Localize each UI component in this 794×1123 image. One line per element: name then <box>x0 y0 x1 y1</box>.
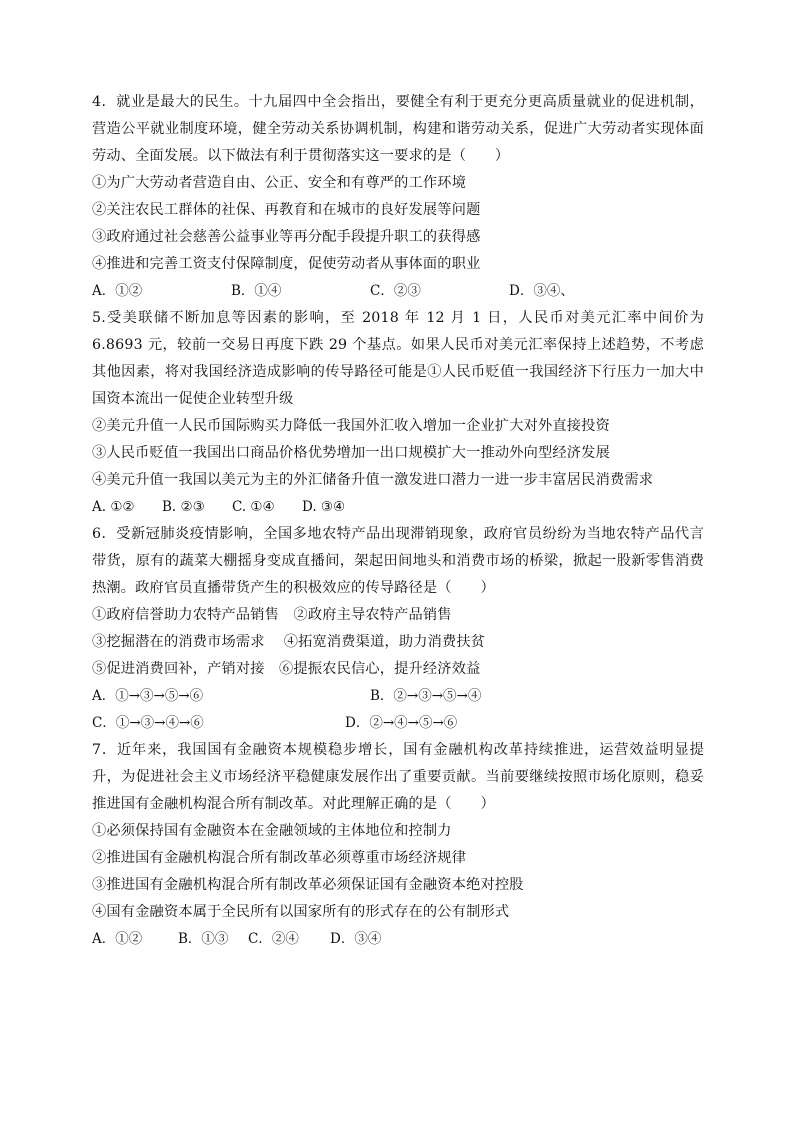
answer-choice-b: B．①④ <box>231 283 282 299</box>
option-statement: ④推进和完善工资支付保障制度，促使劳动者从事体面的职业 <box>92 256 481 272</box>
option-statement: ②关注农民工群体的社保、再教育和在城市的良好发展等问题 <box>92 202 481 218</box>
option-statement: ③人民币贬值一我国出口商品价格优势增加一出口规模扩大一推动外向型经济发展 <box>92 445 610 461</box>
answer-choice-b: B．②→③→⑤→④ <box>370 688 482 704</box>
option-statement: ①为广大劳动者营造自由、公正、安全和有尊严的工作环境 <box>92 175 467 191</box>
answer-choices <box>92 494 704 521</box>
option-statement: ②推进国有金融机构混合所有制改革必须尊重市场经济规律 <box>92 850 467 866</box>
option-statement: ⑤促进消费回补，产销对接 ⑥提振农民信心，提升经济效益 <box>92 661 481 677</box>
answer-choice-b: B. ②③ <box>162 499 205 515</box>
answer-choice-d: D．③④ <box>330 931 382 947</box>
answer-choice-a: A. ①② <box>92 499 135 515</box>
answer-choices <box>92 278 704 305</box>
question-7 <box>92 737 704 953</box>
question-stem: 7．近年来，我国国有金融资本规模稳步增长，国有金融机构改革持续推进，运营效益明显提升，为促进社会主义市场经济平稳健康发展作出了重要贡献。当前要继续按照市场化原则，稳妥推进国有金融机构混合所有制改革。对此理解正确的是（ ） <box>92 742 704 812</box>
option-statement: ③挖掘潜在的消费市场需求 ④拓宽消费渠道，助力消费扶贫 <box>92 634 486 650</box>
answer-choice-b: B．①③ <box>178 931 229 947</box>
option-statement: ④国有金融资本属于全民所有以国家所有的形式存在的公有制形式 <box>92 904 510 920</box>
answer-choices <box>92 926 704 953</box>
answer-choice-d: D. ③④ <box>302 499 346 515</box>
answer-choice-c: C．②③ <box>370 283 421 299</box>
question-stem: 5.受美联储不断加息等因素的影响，至 2018 年 12 月 1 日，人民币对美元汇率中间价为 6.8693 元，较前一交易日再度下跌 29 个基点。如果人民币对美元汇率保持上述趋势，不考虑其他因素，将对我国经济造成影响的传导路径可能是①人民币贬值一我国经济下行压力一加大中国资本流出一促使企业转型升级 <box>92 310 704 407</box>
option-statement: ④美元升值一我国以美元为主的外汇储备升值一激发进口潜力一进一步丰富居民消费需求 <box>92 472 654 488</box>
question-stem: 4．就业是最大的民生。十九届四中全会指出，要健全有利于更充分更高质量就业的促进机制，营造公平就业制度环境，健全劳动关系协调机制，构建和谐劳动关系，促进广大劳动者实现体面劳动、全面发展。以下做法有利于贯彻落实这一要求的是（ ） <box>92 94 704 164</box>
option-statement: ③政府通过社会慈善公益事业等再分配手段提升职工的获得感 <box>92 229 481 245</box>
answer-choice-a: A．①→③→⑤→⑥ <box>92 688 204 704</box>
answer-choice-d: D．②→④→⑤→⑥ <box>345 715 458 731</box>
option-statement: ①必须保持国有金融资本在金融领域的主体地位和控制力 <box>92 823 452 839</box>
answer-choice-d: D．③④、 <box>509 283 574 299</box>
answer-choice-c: C．①→③→④→⑥ <box>92 715 204 731</box>
answer-choice-a: A．①② <box>92 931 143 947</box>
question-4 <box>92 89 704 305</box>
exam-page <box>92 89 704 953</box>
option-statement: ③推进国有金融机构混合所有制改革必须保证国有金融资本绝对控股 <box>92 877 524 893</box>
answer-choice-a: A．①② <box>92 283 143 299</box>
question-stem: 6．受新冠肺炎疫情影响，全国多地农特产品出现滞销现象，政府官员纷纷为当地农特产品代言带货，原有的蔬菜大棚摇身变成直播间，架起田间地头和消费市场的桥梁，掀起一股新零售消费热潮。政府官员直播带货产生的积极效应的传导路径是（ ） <box>92 526 704 596</box>
answer-choice-c: C．②④ <box>248 931 299 947</box>
answer-choices-row-1 <box>92 683 704 710</box>
option-statement: ①政府信誉助力农特产品销售 ②政府主导农特产品销售 <box>92 607 452 623</box>
answer-choices-row-2 <box>92 710 704 737</box>
answer-choice-c: C. ①④ <box>232 499 275 515</box>
question-6 <box>92 521 704 737</box>
question-5 <box>92 305 704 521</box>
option-statement: ②美元升值一人民币国际购买力降低一我国外汇收入增加一企业扩大对外直接投资 <box>92 418 610 434</box>
